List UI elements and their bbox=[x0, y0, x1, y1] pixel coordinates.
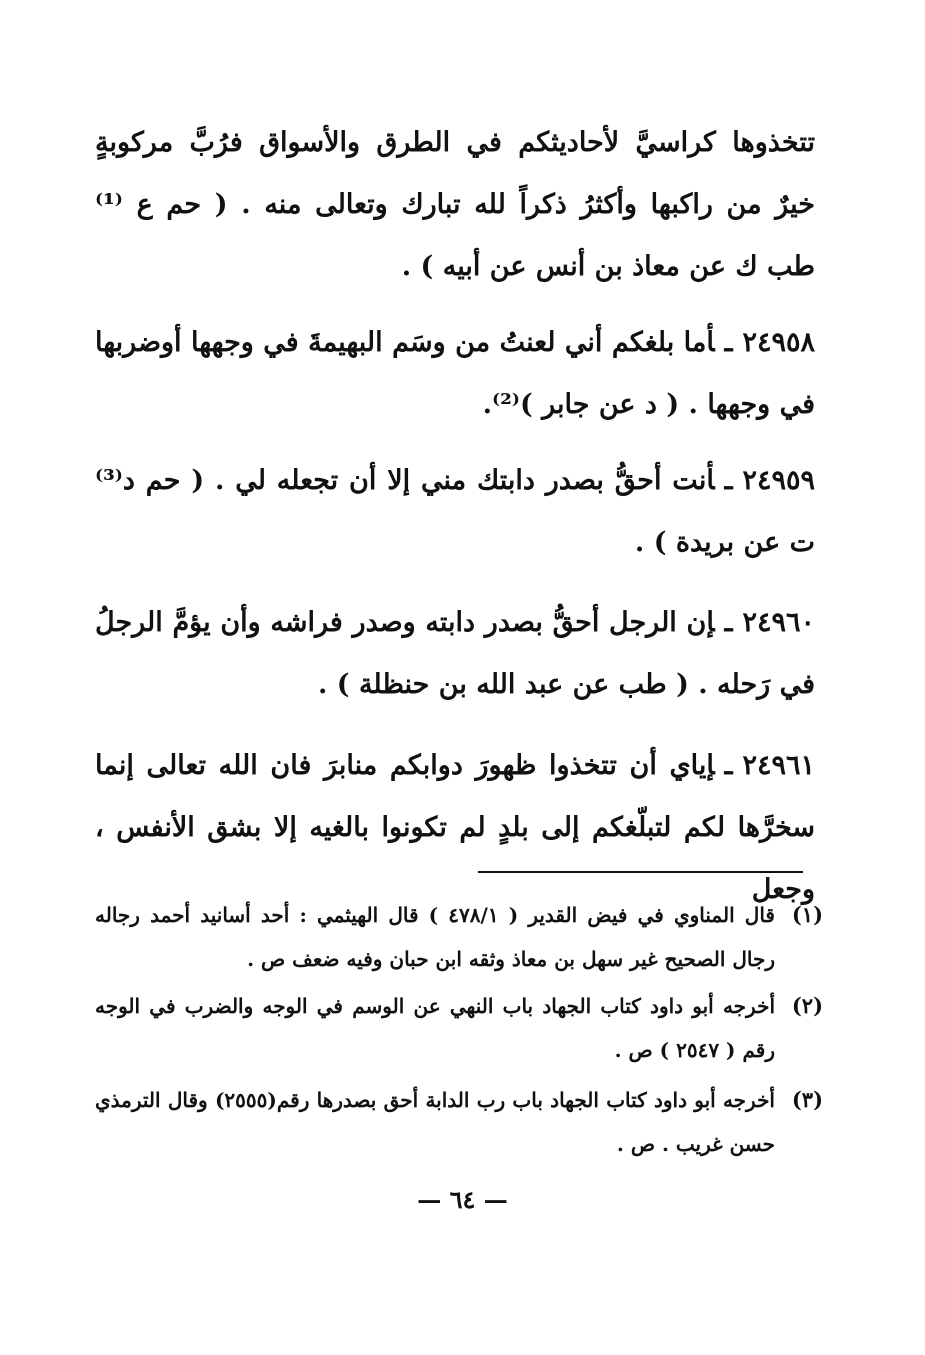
footnote-text: قال المناوي في فيض القدير ( ٤٧٨/١ ) قال الهيثمي : أحد أسانيد أحمد رجاله رجال الصحيح غير سهل بن معاذ وثقه ابن حبان وفيه ضعف ص . bbox=[95, 903, 775, 971]
hadith-entry bbox=[95, 312, 815, 436]
footnote-marker: (١) bbox=[791, 902, 823, 927]
hadith-continuation bbox=[95, 112, 815, 298]
hadith-entry bbox=[95, 450, 815, 574]
hadith-text: إياي أن تتخذوا ظهورَ دوابكم منابرَ فان الله تعالى إنما سخرَّها لكم لتبلّغكم إلى بلدٍ لم تكونوا بالغيه إلا بشق الأنفس ، وجعل bbox=[95, 750, 815, 905]
dash: ـ bbox=[724, 327, 733, 358]
footnote-text: أخرجه أبو داود كتاب الجهاد باب رب الدابة أحق بصدرها رقم(٢٥٥٥) وقال الترمذي حسن غريب . ص . bbox=[95, 1088, 775, 1156]
footnote-text: أخرجه أبو داود كتاب الجهاد باب النهي عن الوسم في الوجه والضرب في الوجه رقم ( ٢٥٤٧ ) ص . bbox=[95, 994, 775, 1062]
dash: ـ bbox=[724, 750, 733, 781]
hadith-text: تتخذوها كراسيَّ لأحاديثكم في الطرق والأسواق فرُبَّ مركوبةٍ خيرٌ من راكبها وأكثرُ ذكراً لله تبارك وتعالى منه . ( حم ع ⁽¹⁾ طب ك عن معاذ بن أنس عن أبيه ) . bbox=[95, 127, 815, 282]
footnote-marker: (٢) bbox=[791, 993, 823, 1018]
dash: ـ bbox=[724, 465, 733, 496]
hadith-text: أنت أحقُّ بصدر دابتك مني إلا أن تجعله لي . ( حم د⁽³⁾ ت عن بريدة ) . bbox=[95, 465, 815, 558]
hadith-entry bbox=[95, 592, 815, 716]
page-number: — ٦٤ — bbox=[417, 1185, 508, 1214]
dash: ـ bbox=[724, 607, 733, 638]
hadith-number: ٢٤٩٥٨ bbox=[742, 327, 815, 358]
hadith-number: ٢٤٩٥٩ bbox=[742, 465, 815, 496]
hadith-number: ٢٤٩٦١ bbox=[742, 750, 815, 781]
footnote-2 bbox=[95, 984, 823, 1072]
footnote-marker: (٣) bbox=[791, 1087, 823, 1112]
footnote-1 bbox=[95, 893, 823, 981]
hadith-number: ٢٤٩٦٠ bbox=[742, 607, 815, 638]
hadith-text: أما بلغكم أني لعنتُ من وسَم البهيمةَ في وجهها أوضربها في وجهها . ( د عن جابر )⁽²⁾. bbox=[95, 327, 815, 420]
hadith-text: إن الرجل أحقُّ بصدر دابته وصدر فراشه وأن يؤمَّ الرجلُ في رَحله . ( طب عن عبد الله بن حنظلة ) . bbox=[95, 607, 815, 700]
footnote-3 bbox=[95, 1078, 823, 1166]
footnote-divider bbox=[478, 871, 803, 873]
